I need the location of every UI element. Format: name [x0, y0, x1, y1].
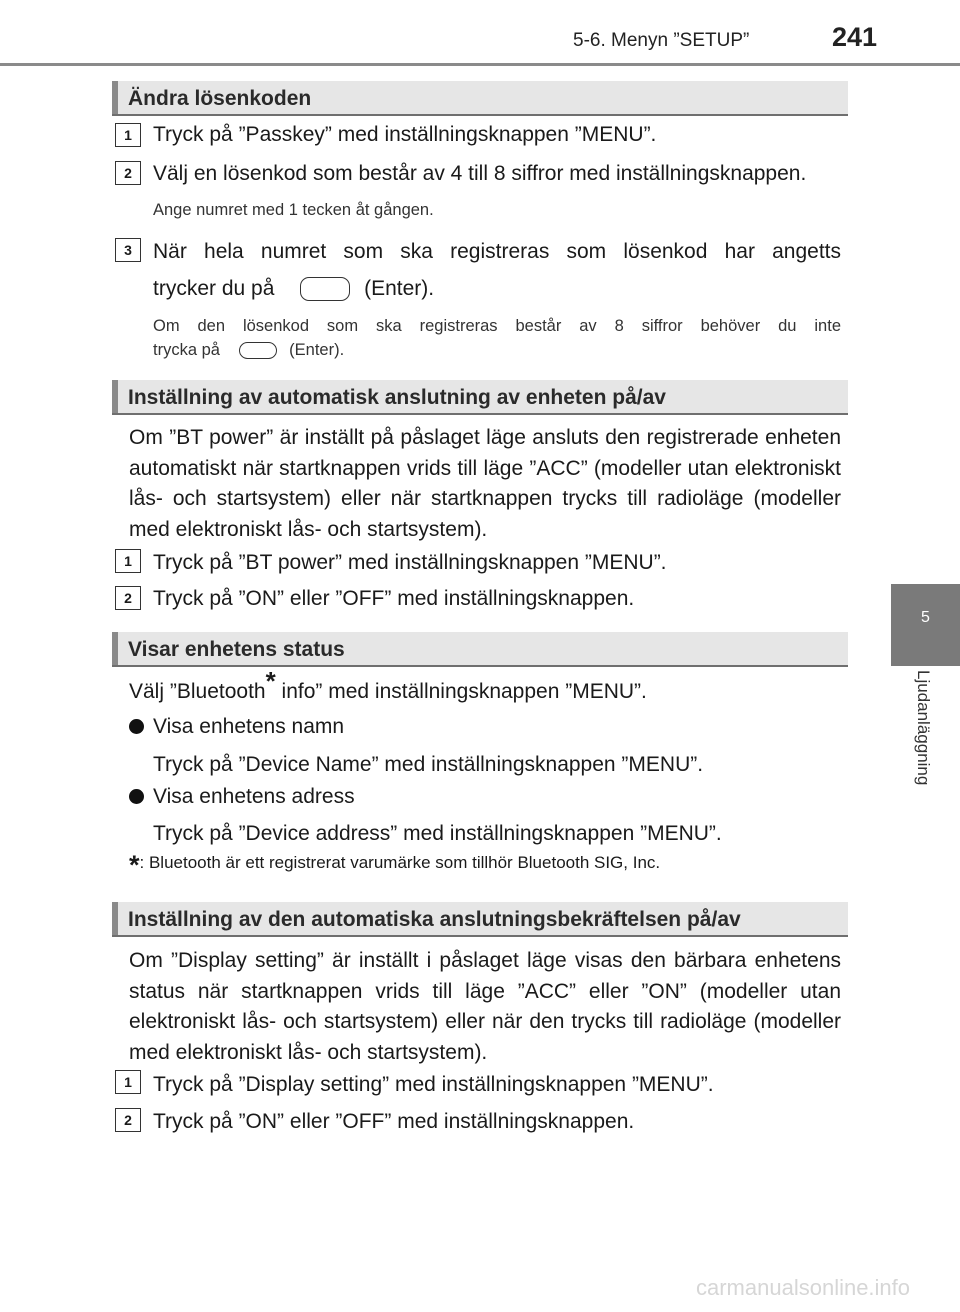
section-heading-auto-connect — [112, 380, 848, 415]
footnote-asterisk: * — [129, 850, 140, 880]
running-header-section: 5-6. Menyn ”SETUP” — [573, 30, 750, 51]
step-text: Tryck på ”BT power” med inställningsknappen ”MENU”. — [153, 551, 667, 574]
section-paragraph: Om ”BT power” är inställt på påslaget läge ansluts den registrerade enheten automatiskt när startknappen vrids till läge ”ACC” (modeller utan elektroniskt lås- och startsystem) eller när startknappen trycks till radioläge (modeller med elektroniskt lås- och startsystem). — [129, 426, 841, 541]
step-number-badge: 2 — [115, 1108, 141, 1132]
step-text: Tryck på ”Passkey” med inställningsknappen ”MENU”. — [153, 123, 657, 146]
watermark: carmanualsonline.info — [696, 1275, 911, 1300]
step-number-badge: 1 — [115, 1070, 141, 1094]
asterisk-mark: * — [265, 666, 276, 696]
section-title: Ändra lösenkoden — [128, 87, 312, 110]
header-divider — [0, 63, 960, 66]
step-note: Ange numret med 1 tecken åt gången. — [153, 201, 434, 219]
step-number-badge: 2 — [115, 161, 141, 185]
section-title: Inställning av den automatiska anslutningsbekräftelsen på/av — [128, 908, 741, 931]
step-text: Tryck på ”ON” eller ”OFF” med inställningsknappen. — [153, 587, 635, 610]
chapter-tab-label: Ljudanläggning — [914, 670, 933, 786]
step-number-badge: 3 — [115, 238, 141, 262]
step-note: Om den lösenkod som ska registreras består av 8 siffror behöver du inte — [153, 317, 841, 335]
intro-text-after: info” med inställningsknappen ”MENU”. — [275, 680, 647, 703]
section-title: Visar enhetens status — [128, 638, 345, 661]
chapter-tab: 5 — [891, 584, 960, 666]
intro-text-before: Välj ”Bluetooth — [129, 680, 266, 703]
bullet-item — [129, 715, 344, 739]
step-text-after: (Enter). — [364, 277, 435, 300]
heading-accent-bar — [112, 632, 118, 665]
step-text: Tryck på ”ON” eller ”OFF” med inställningsknappen. — [153, 1110, 635, 1133]
step-text: Tryck på ”Display setting” med inställningsknappen ”MENU”. — [153, 1073, 714, 1096]
section-heading-device-status — [112, 632, 848, 667]
bullet-label: Visa enhetens namn — [153, 715, 345, 738]
section-title: Inställning av automatisk anslutning av enheten på/av — [128, 386, 666, 409]
heading-accent-bar — [112, 81, 118, 114]
step-number-badge: 1 — [115, 549, 141, 573]
section-heading-connection-confirmation — [112, 902, 848, 937]
step-text-before: trycker du på — [153, 277, 275, 300]
step-text: Välj en lösenkod som består av 4 till 8 siffror med inställningsknappen. — [153, 162, 807, 185]
step-text: När hela numret som ska registreras som lösenkod har angetts — [153, 240, 841, 263]
section-heading-change-passkey — [112, 81, 848, 116]
bullet-dot-icon — [129, 719, 144, 734]
enter-button-icon — [300, 277, 350, 301]
bullet-dot-icon — [129, 789, 144, 804]
bullet-label: Visa enhetens adress — [153, 785, 355, 808]
step-text-enter-line — [153, 277, 434, 301]
footnote — [129, 850, 660, 881]
bullet-text: Tryck på ”Device address” med inställningsknappen ”MENU”. — [153, 822, 722, 845]
note-text-after: (Enter). — [289, 341, 345, 359]
heading-accent-bar — [112, 902, 118, 935]
bullet-item — [129, 785, 355, 809]
note-text-before: trycka på — [153, 341, 220, 359]
page-number: 241 — [832, 22, 878, 52]
footnote-text: : Bluetooth är ett registrerat varumärke som tillhör Bluetooth SIG, Inc. — [139, 853, 661, 872]
step-note-enter-line — [153, 341, 344, 360]
enter-button-icon — [239, 342, 277, 359]
step-number-badge: 1 — [115, 123, 141, 147]
step-number-badge: 2 — [115, 586, 141, 610]
bullet-text: Tryck på ”Device Name” med inställningsknappen ”MENU”. — [153, 753, 704, 776]
heading-accent-bar — [112, 380, 118, 413]
section-intro — [129, 666, 647, 704]
section-paragraph: Om ”Display setting” är inställt i påslaget läge visas den bärbara enhetens status när startknappen vrids till läge ”ACC” eller ”ON” (modeller utan elektroniskt lås- och startsystem) eller när den trycks till radioläge (modeller med elektroniskt lås- och startsystem). — [129, 949, 841, 1064]
